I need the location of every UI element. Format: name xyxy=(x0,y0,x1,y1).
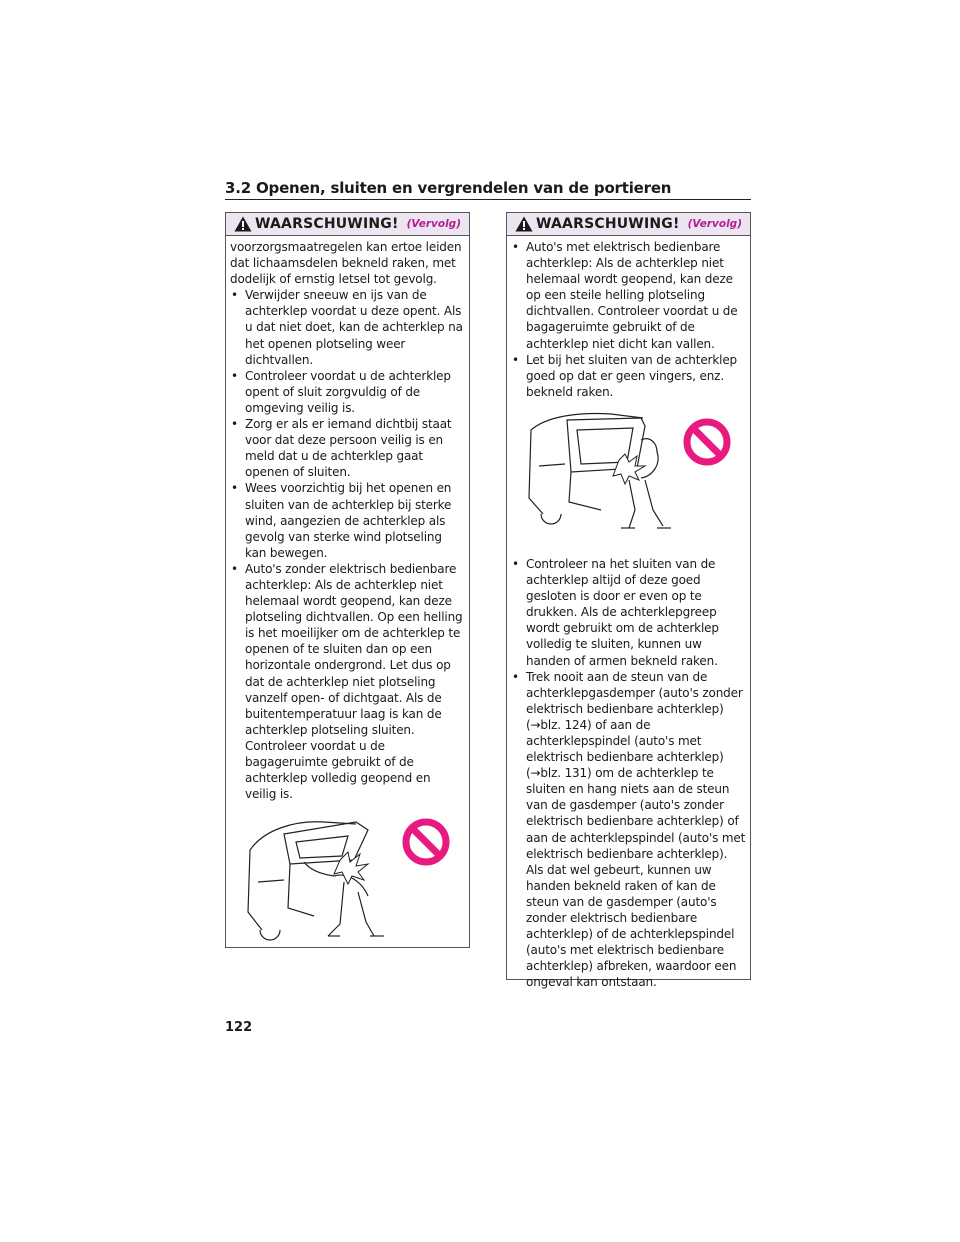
warning-body xyxy=(507,236,750,990)
prohibition-icon xyxy=(406,822,446,862)
warning-intro: voorzorgsmaatregelen kan ertoe leiden dat lichaamsdelen bekneld raken, met dodelijk of ernstig letsel tot gevolg. xyxy=(230,240,462,287)
bullet-item: • Trek nooit aan de steun van de achterklepgasdemper (auto's zonder elektrisch bedienbare achterklep) (→blz. 124) of aan de achterklepspindel (auto's met elektrisch bedienbare achterklep) (→blz. 131) om de achterklep te sluiten en hang niets aan de steun van de gasdemper (auto's zonder elektrisch bedienbare achterklep) of aan de achterklepspindel (auto's met elektrisch bedienbare achterklep). Als dat wel gebeurt, kunnen uw handen bekneld raken of kan de steun van de gasdemper (auto's zonder elektrisch bedienbare achterklep) of de achterklepspindel (auto's met elektrisch bedienbare achterklep) afbreken, waardoor een ongeval kan ontstaan. xyxy=(511,669,746,991)
warning-triangle-icon xyxy=(234,216,252,232)
warning-header xyxy=(226,213,469,236)
bullet-item: • Controleer voordat u de achterklep opent of sluit zorgvuldig of de omgeving veilig is. xyxy=(230,368,465,416)
page-number: 122 xyxy=(225,1020,253,1035)
warning-header xyxy=(507,213,750,236)
warning-title: WAARSCHUWING! xyxy=(255,216,399,232)
prohibition-icon xyxy=(687,422,727,462)
warning-box-right xyxy=(506,212,751,990)
warning-box-left xyxy=(225,212,470,948)
warning-body xyxy=(226,236,469,952)
bullet-item: • Verwijder sneeuw en ijs van de achterklep voordat u deze opent. Als u dat niet doet, kan de achterklep na het openen plotseling weer dichtvallen. xyxy=(230,287,465,367)
bullet-item: • Wees voorzichtig bij het openen en sluiten van de achterklep bij sterke wind, aangezien de achterklep als gevolg van sterke wind plotseling kan bewegen. xyxy=(230,480,465,560)
bullet-item: • Let bij het sluiten van de achterklep goed op dat er geen vingers, enz. bekneld raken. xyxy=(511,352,746,400)
bullet-item: • Controleer na het sluiten van de achterklep altijd of deze goed gesloten is door er even op te drukken. Als de achterklepgreep wordt gebruikt om de achterklep volledig te sluiten, kunnen uw handen of armen bekneld raken. xyxy=(511,556,746,669)
warning-continued: (Vervolg) xyxy=(406,218,461,230)
bullet-item: • Zorg er als er iemand dichtbij staat voor dat deze persoon veilig is en meld dat u de achterklep gaat openen of sluiten. xyxy=(230,416,465,480)
bullet-item: • Auto's zonder elektrisch bedienbare achterklep: Als de achterklep niet helemaal wordt geopend, kan deze plotseling dichtvallen. Op een helling is het moeilijker om de achterklep te openen of te sluiten dan op een horizontale ondergrond. Let dus op dat de achterklep niet plotseling vanzelf open- of dichtgaat. Als de buitentemperatuur laag is kan de achterklep plotseling sluiten. Controleer voordat u de bagageruimte gebruikt of de achterklep volledig geopend en veilig is. xyxy=(230,561,465,802)
tailgate-hand-pinch-illustration xyxy=(525,410,745,540)
tailgate-head-hazard-illustration xyxy=(244,812,464,952)
warning-continued: (Vervolg) xyxy=(687,218,742,230)
section-divider xyxy=(225,199,751,200)
warning-title: WAARSCHUWING! xyxy=(536,216,680,232)
bullet-item: • Auto's met elektrisch bedienbare achterklep: Als de achterklep niet helemaal wordt geopend, kan deze op een steile helling plotseling dichtvallen. Controleer voordat u de bagageruimte gebruikt of de achterklep niet dicht kan vallen. xyxy=(511,239,746,352)
section-header: 3.2 Openen, sluiten en vergrendelen van de portieren xyxy=(225,179,672,197)
warning-triangle-icon xyxy=(515,216,533,232)
